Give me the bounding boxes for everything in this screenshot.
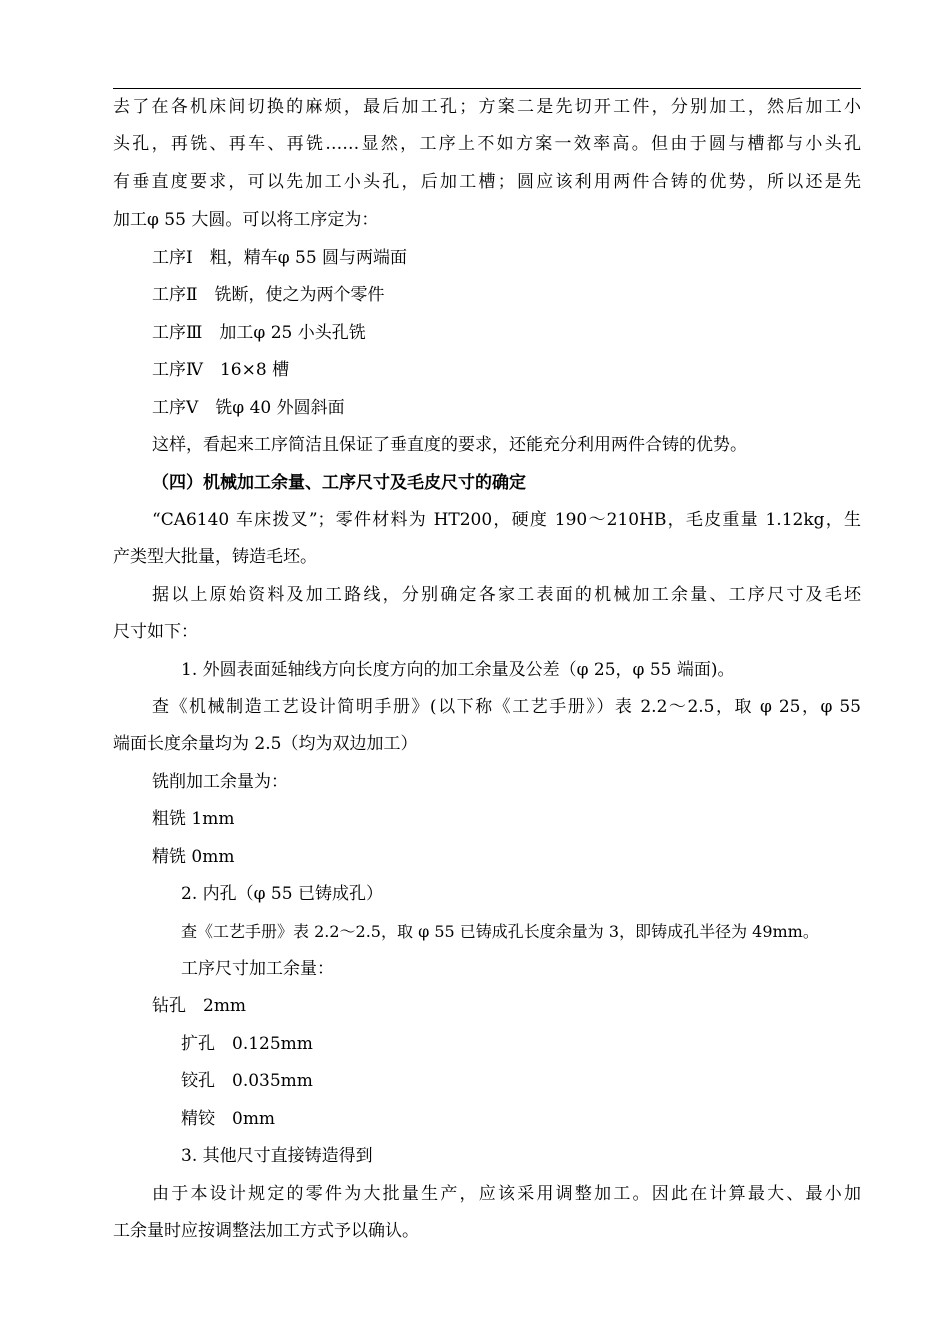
- text-line-28: 精铰 0mm: [181, 1109, 276, 1129]
- text-line-24: 工序尺寸加工余量：: [181, 959, 334, 979]
- process-step-3: 工序Ⅲ 加工φ 25 小头孔铣: [152, 323, 366, 343]
- text-line-12: “CA6140 车床拨叉”；零件材料为 HT200，硬度 190～210HB，毛皮重量 1.12kg，生: [152, 510, 861, 530]
- numbered-item-3: 3. 其他尺寸直接铸造得到: [181, 1146, 373, 1166]
- text-line-17: 查《机械制造工艺设计简明手册》(以下称《工艺手册》）表 2.2～2.5，取 φ 25，φ 55: [152, 697, 861, 717]
- text-line-19: 铣削加工余量为：: [152, 772, 288, 792]
- text-line-31: 工余量时应按调整法加工方式予以确认。: [113, 1221, 419, 1241]
- text-line-26: 扩孔 0.125mm: [181, 1034, 313, 1054]
- numbered-item-2: 2. 内孔（φ 55 已铸成孔）: [181, 884, 383, 904]
- text-line-4: 加工φ 55 大圆。可以将工序定为：: [113, 210, 379, 230]
- text-line-10: 这样，看起来工序简洁且保证了垂直度的要求，还能充分利用两件合铸的优势。: [152, 435, 747, 455]
- text-line-14: 据以上原始资料及加工路线，分别确定各家工表面的机械加工余量、工序尺寸及毛坯: [152, 585, 861, 605]
- section-heading: （四）机械加工余量、工序尺寸及毛皮尺寸的确定: [152, 473, 526, 493]
- text-line-20: 粗铣 1mm: [152, 809, 235, 829]
- process-step-2: 工序Ⅱ 铣断，使之为两个零件: [152, 285, 385, 305]
- text-line-1: 去了在各机床间切换的麻烦，最后加工孔；方案二是先切开工件，分别加工，然后加工小: [113, 97, 861, 117]
- numbered-item-1: 1. 外圆表面延轴线方向长度方向的加工余量及公差（φ 25，φ 55 端面)。: [181, 660, 735, 680]
- text-line-25: 钻孔 2mm: [152, 996, 247, 1016]
- text-line-3: 有垂直度要求，可以先加工小头孔，后加工槽；圆应该利用两件合铸的优势，所以还是先: [113, 172, 861, 192]
- text-line-23: 查《工艺手册》表 2.2～2.5，取 φ 55 已铸成孔长度余量为 3，即铸成孔半径为 49mm。: [181, 922, 819, 941]
- text-line-27: 铰孔 0.035mm: [181, 1071, 313, 1091]
- text-line-2: 头孔，再铣、再车、再铣……显然，工序上不如方案一效率高。但由于圆与槽都与小头孔: [113, 134, 861, 154]
- header-rule: [113, 88, 861, 89]
- text-line-15: 尺寸如下：: [113, 622, 198, 642]
- text-line-13: 产类型大批量，铸造毛坯。: [113, 547, 317, 567]
- process-step-5: 工序Ⅴ 铣φ 40 外圆斜面: [152, 398, 345, 418]
- text-line-18: 端面长度余量均为 2.5（均为双边加工）: [113, 734, 418, 754]
- text-line-30: 由于本设计规定的零件为大批量生产，应该采用调整加工。因此在计算最大、最小加: [152, 1184, 861, 1204]
- process-step-4: 工序Ⅳ 16×8 槽: [152, 360, 290, 380]
- text-line-21: 精铣 0mm: [152, 847, 235, 867]
- process-step-1: 工序Ⅰ 粗，精车φ 55 圆与两端面: [152, 248, 408, 268]
